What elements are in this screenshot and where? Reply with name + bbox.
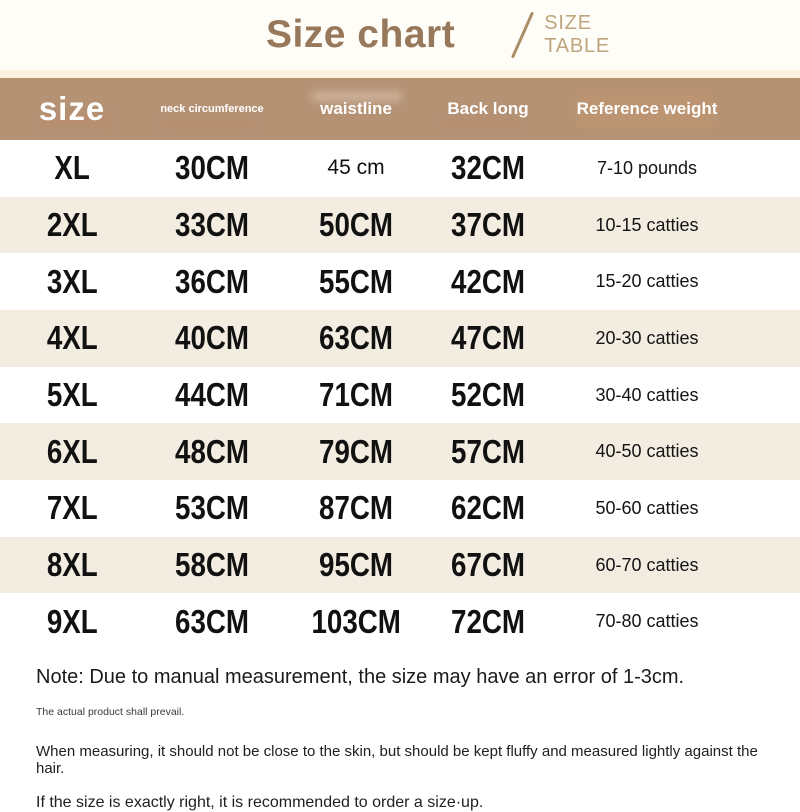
table-row (0, 310, 800, 367)
cell-back-long (432, 206, 544, 244)
size-value: 2XL (46, 206, 98, 243)
cell-size (0, 263, 144, 301)
size-table-body (0, 140, 800, 650)
size-value: 7XL (46, 489, 98, 527)
cell-reference-weight (544, 271, 800, 292)
cell-back-long (432, 433, 544, 471)
cell-back-long (432, 263, 544, 301)
weight-value: 70-80 catties (595, 611, 699, 632)
cell-back-long (432, 319, 544, 357)
cell-size (0, 376, 144, 414)
size-value: XL (54, 149, 90, 187)
weight-value: 15-20 catties (595, 271, 699, 292)
blur-artifact (162, 119, 254, 127)
cell-reference-weight (544, 611, 800, 632)
cell-waistline (280, 489, 432, 527)
waistline-value: 55CM (319, 262, 393, 300)
waistline-value: 95CM (319, 546, 393, 584)
table-row (0, 480, 800, 537)
title-tag-line2: TABLE (544, 35, 611, 57)
neck-value: 63CM (175, 602, 249, 640)
back-long-value: 47CM (451, 319, 525, 357)
waistline-value: 71CM (319, 376, 393, 414)
neck-value: 53CM (175, 489, 249, 527)
waistline-value: 87CM (319, 489, 393, 527)
waistline-value: 79CM (319, 432, 393, 470)
column-header-reference-weight: Reference weight (576, 99, 718, 118)
table-row (0, 423, 800, 480)
cell-size (0, 319, 144, 357)
cell-neck-circumference (144, 206, 280, 244)
column-header-back-long: Back long (447, 99, 529, 118)
waistline-value: 63CM (319, 319, 393, 357)
weight-value: 40-50 catties (595, 441, 699, 462)
cell-size (0, 489, 144, 527)
cell-back-long (432, 489, 544, 527)
back-long-value: 52CM (451, 376, 525, 414)
cell-waistline (280, 206, 432, 244)
cell-waistline (280, 156, 432, 180)
size-value: 3XL (46, 262, 98, 300)
page-title: Size chart (265, 13, 456, 56)
neck-value: 44CM (175, 376, 249, 414)
note-measuring: When measuring, it should not be close to the skin, but should be kept fluffy and measured lightly against the hair. (36, 743, 758, 777)
cell-waistline (280, 546, 432, 584)
cell-reference-weight (544, 158, 800, 179)
weight-value: 20-30 catties (595, 327, 699, 348)
neck-value: 30CM (175, 149, 249, 187)
cell-size (0, 206, 144, 244)
notes-section (0, 650, 800, 812)
weight-value: 30-40 catties (595, 384, 699, 405)
cell-size (0, 149, 144, 187)
waistline-value: 50CM (319, 206, 393, 243)
neck-value: 40CM (175, 319, 249, 357)
back-long-value: 37CM (451, 206, 525, 243)
size-table-header (0, 78, 800, 140)
cell-waistline (280, 319, 432, 357)
cell-back-long (432, 376, 544, 414)
table-row (0, 197, 800, 254)
back-long-value: 42CM (451, 262, 525, 300)
neck-value: 33CM (175, 206, 249, 243)
note-actual-product: The actual product shall prevail. (36, 706, 185, 718)
back-long-value: 72CM (451, 602, 525, 640)
size-value: 5XL (46, 376, 98, 414)
cream-strip (0, 70, 800, 78)
table-row (0, 367, 800, 424)
size-value: 9XL (46, 602, 98, 640)
cell-waistline (280, 603, 432, 641)
neck-value: 48CM (175, 432, 249, 470)
cell-reference-weight (544, 555, 800, 576)
neck-value: 36CM (175, 262, 249, 300)
weight-value: 7-10 pounds (596, 157, 698, 178)
cell-reference-weight (544, 328, 800, 349)
cell-waistline (280, 376, 432, 414)
back-long-value: 62CM (451, 489, 525, 527)
column-header-neck-circumference: neck circumference (160, 103, 264, 115)
cell-neck-circumference (144, 319, 280, 357)
cell-neck-circumference (144, 433, 280, 471)
slash-divider-icon (511, 12, 534, 59)
cell-back-long (432, 149, 544, 187)
cell-reference-weight (544, 215, 800, 236)
cell-waistline (280, 263, 432, 301)
cell-size (0, 603, 144, 641)
cell-reference-weight (544, 498, 800, 519)
size-value: 6XL (46, 432, 98, 470)
back-long-value: 57CM (451, 432, 525, 470)
table-row (0, 253, 800, 310)
neck-value: 58CM (175, 546, 249, 584)
size-value: 4XL (46, 319, 98, 357)
table-row (0, 537, 800, 594)
cell-back-long (432, 546, 544, 584)
weight-value: 50-60 catties (595, 497, 699, 518)
cell-size (0, 433, 144, 471)
column-header-waistline: waistline (320, 99, 392, 118)
cell-neck-circumference (144, 376, 280, 414)
back-long-value: 32CM (451, 149, 525, 187)
cell-neck-circumference (144, 546, 280, 584)
cell-size (0, 546, 144, 584)
back-long-value: 67CM (451, 546, 525, 584)
title-tag-line1: SIZE (544, 12, 592, 34)
weight-value: 60-70 catties (595, 554, 699, 575)
blur-artifact (442, 119, 522, 127)
cell-neck-circumference (144, 263, 280, 301)
cell-neck-circumference (144, 603, 280, 641)
note-main: Note: Due to manual measurement, the size may have an error of 1-3cm. (36, 666, 685, 688)
note-size-up: If the size is exactly right, it is recommended to order a size·up. (36, 794, 484, 811)
cell-waistline (280, 433, 432, 471)
cell-reference-weight (544, 385, 800, 406)
table-row (0, 593, 800, 650)
title-band (0, 0, 800, 70)
cell-reference-weight (544, 441, 800, 462)
column-header-size: size (38, 90, 106, 127)
weight-value: 10-15 catties (595, 214, 699, 235)
size-value: 8XL (46, 546, 98, 584)
cell-back-long (432, 603, 544, 641)
waistline-value: 103CM (311, 602, 401, 640)
title-tag (544, 12, 610, 58)
cell-neck-circumference (144, 489, 280, 527)
waistline-value: 45 cm (327, 156, 385, 180)
cell-neck-circumference (144, 149, 280, 187)
table-row (0, 140, 800, 197)
title-group (266, 10, 610, 60)
